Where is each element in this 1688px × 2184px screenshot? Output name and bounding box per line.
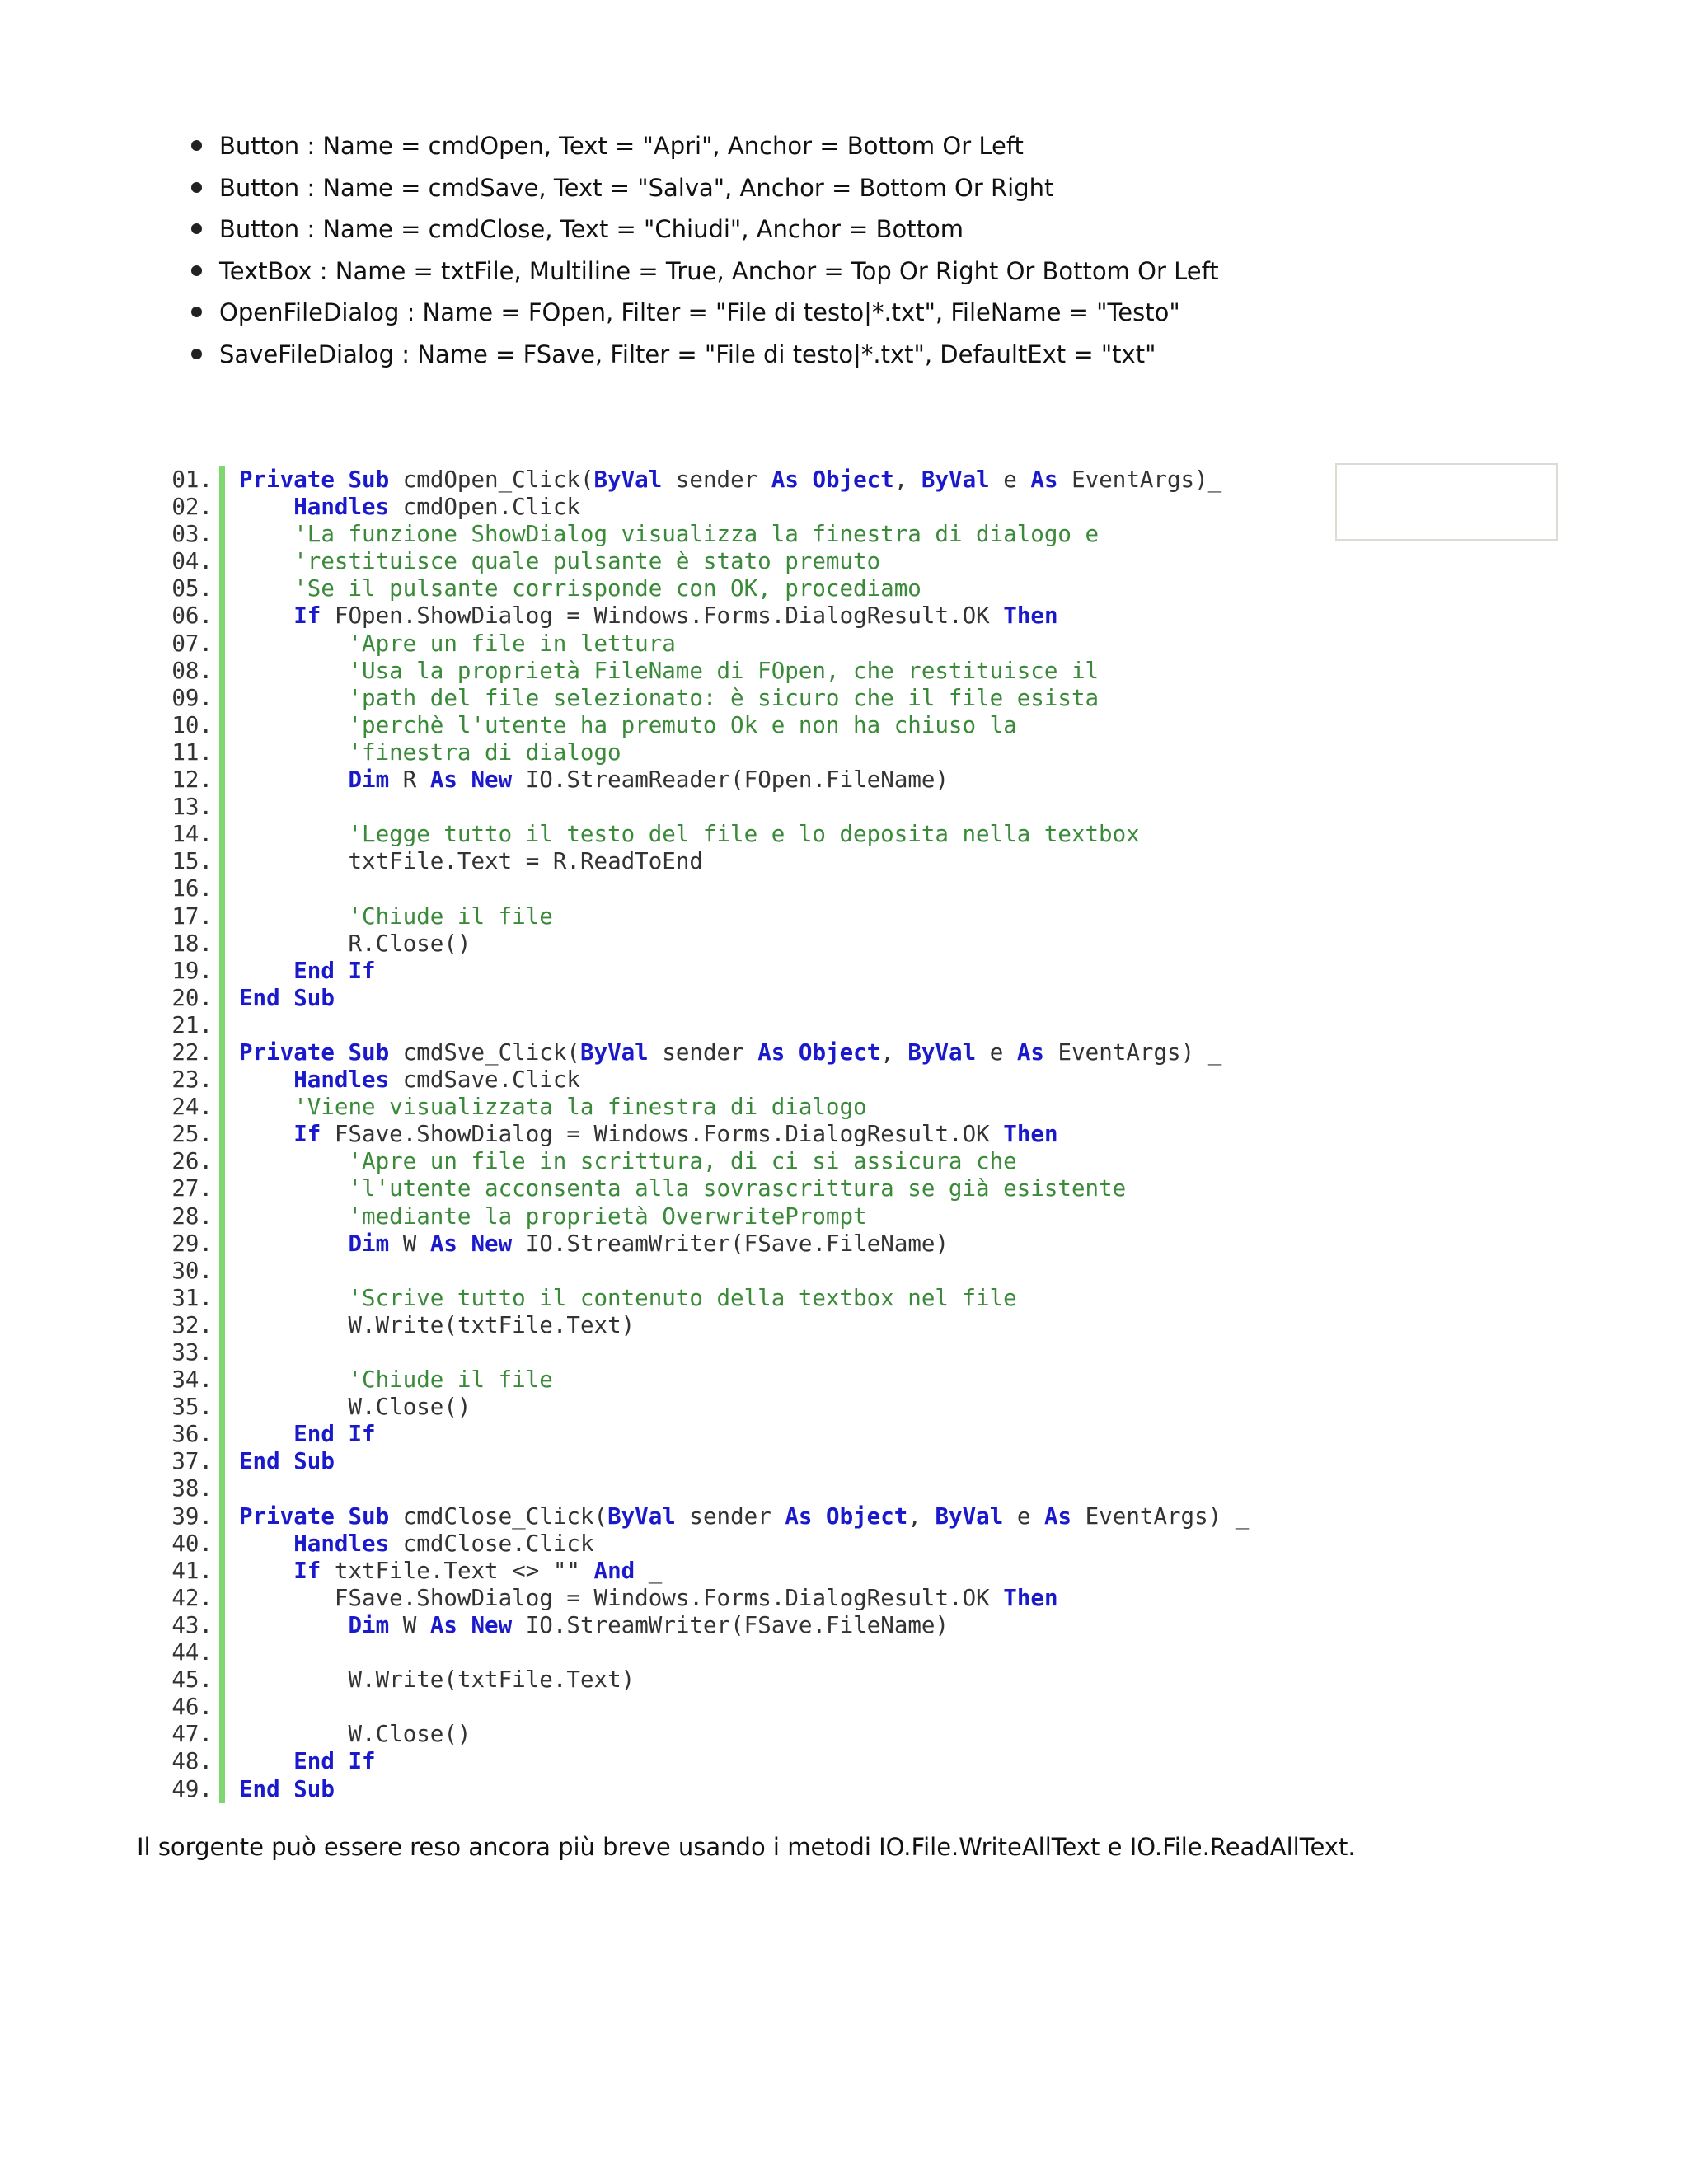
gutter-bar — [219, 1312, 225, 1339]
gutter-bar — [219, 630, 225, 658]
line-number: 26. — [171, 1148, 213, 1175]
gutter-bar — [219, 930, 225, 958]
line-number: 31. — [171, 1284, 213, 1311]
gutter-bar — [219, 739, 225, 766]
code-text: 'Apre un file in lettura — [348, 630, 676, 657]
code-text: Dim W As New IO.StreamWriter(FSave.FileName) — [348, 1230, 950, 1257]
gutter-bar — [219, 1066, 225, 1094]
gutter-bar — [219, 712, 225, 739]
line-number: 09. — [171, 684, 213, 711]
line-number: 46. — [171, 1694, 213, 1721]
control-list-item — [191, 293, 1219, 335]
line-number: 48. — [171, 1748, 213, 1775]
bullet-icon — [191, 182, 202, 193]
code-text: W.Write(txtFile.Text) — [348, 1311, 635, 1338]
gutter-bar — [219, 1776, 225, 1803]
code-text: If FOpen.ShowDialog = Windows.Forms.DialogResult.OK Then — [293, 602, 1058, 630]
gutter-bar — [219, 1039, 225, 1066]
gutter-bar — [219, 848, 225, 875]
line-number: 30. — [171, 1257, 213, 1284]
code-text: Dim W As New IO.StreamWriter(FSave.FileName) — [348, 1611, 950, 1638]
gutter-bar — [219, 602, 225, 630]
gutter-bar — [219, 1666, 225, 1694]
line-number: 16. — [171, 875, 213, 902]
gutter-bar — [219, 658, 225, 685]
empty-frame — [1335, 463, 1558, 541]
line-number: 04. — [171, 548, 213, 575]
line-number: 23. — [171, 1066, 213, 1094]
code-text: 'path del file selezionato: è sicuro che il file esista — [348, 684, 1100, 711]
line-number: 25. — [171, 1121, 213, 1148]
control-description: SaveFileDialog : Name = FSave, Filter = "File di testo|*.txt", DefaultExt = "txt" — [219, 340, 1156, 368]
line-number: 21. — [171, 1011, 213, 1038]
code-text: End If — [293, 1421, 376, 1448]
code-text: R.Close() — [348, 930, 471, 957]
gutter-bar — [219, 1175, 225, 1202]
code-text: 'mediante la proprietà OverwritePrompt — [348, 1202, 867, 1230]
gutter-bar — [219, 521, 225, 548]
line-number: 29. — [171, 1230, 213, 1257]
gutter-bar — [219, 1748, 225, 1775]
gutter-bar — [219, 1285, 225, 1312]
control-list-item — [191, 252, 1219, 294]
gutter-bar — [219, 1121, 225, 1148]
code-text: 'La funzione ShowDialog visualizza la finestra di dialogo e — [293, 521, 1100, 548]
gutter-bar — [219, 466, 225, 494]
line-number: 17. — [171, 902, 213, 930]
gutter-bar — [219, 1721, 225, 1748]
line-number: 13. — [171, 794, 213, 821]
gutter-bar — [219, 1448, 225, 1475]
line-number: 40. — [171, 1530, 213, 1557]
line-number: 02. — [171, 494, 213, 521]
control-description: OpenFileDialog : Name = FOpen, Filter = "File di testo|*.txt", FileName = "Testo" — [219, 298, 1180, 326]
line-number: 18. — [171, 930, 213, 957]
gutter-bar — [219, 1012, 225, 1039]
code-text: 'finestra di dialogo — [348, 738, 621, 766]
gutter-bar — [219, 1258, 225, 1285]
gutter-bar — [219, 1148, 225, 1175]
code-text: 'restituisce quale pulsante è stato premuto — [293, 548, 881, 575]
line-number: 28. — [171, 1202, 213, 1230]
line-number: 39. — [171, 1502, 213, 1530]
control-description: Button : Name = cmdOpen, Text = "Apri", Anchor = Bottom Or Left — [219, 132, 1024, 160]
control-list — [191, 127, 1219, 377]
bullet-icon — [191, 223, 202, 234]
gutter-bar — [219, 985, 225, 1012]
line-number: 36. — [171, 1421, 213, 1448]
gutter-bar — [219, 958, 225, 985]
gutter-bar — [219, 1612, 225, 1639]
code-text: Handles cmdSave.Click — [293, 1066, 580, 1094]
line-number: 03. — [171, 521, 213, 548]
gutter-bar — [219, 1366, 225, 1394]
gutter-bar — [219, 685, 225, 712]
code-text: If FSave.ShowDialog = Windows.Forms.DialogResult.OK Then — [293, 1121, 1058, 1148]
line-number: 33. — [171, 1339, 213, 1366]
code-text: End Sub — [239, 1448, 335, 1475]
control-list-item — [191, 127, 1219, 169]
code-text: Private Sub cmdSve_Click(ByVal sender As Object, ByVal e As EventArgs) _ — [239, 1038, 1222, 1066]
gutter-bar — [219, 1558, 225, 1585]
line-number: 07. — [171, 630, 213, 657]
line-number: 01. — [171, 466, 213, 493]
line-number: 32. — [171, 1311, 213, 1338]
footer-paragraph: Il sorgente può essere reso ancora più breve usando i metodi IO.File.WriteAllText e IO.File.ReadAllText. — [137, 1833, 1356, 1861]
code-text: If txtFile.Text <> "" And _ — [293, 1557, 663, 1584]
code-text: Dim R As New IO.StreamReader(FOpen.FileName) — [348, 766, 950, 794]
line-number: 47. — [171, 1721, 213, 1748]
gutter-bar — [219, 794, 225, 821]
line-number: 11. — [171, 738, 213, 766]
code-text: Handles cmdOpen.Click — [293, 494, 580, 521]
line-number: 20. — [171, 984, 213, 1011]
code-text: End If — [293, 1748, 376, 1775]
control-list-item — [191, 335, 1219, 377]
control-list-item — [191, 210, 1219, 252]
gutter-bar — [219, 821, 225, 848]
line-number: 35. — [171, 1394, 213, 1421]
gutter-bar — [219, 1394, 225, 1421]
bullet-icon — [191, 140, 202, 151]
line-number: 49. — [171, 1775, 213, 1802]
bullet-icon — [191, 349, 202, 359]
line-number: 12. — [171, 766, 213, 794]
code-text: 'Legge tutto il testo del file e lo deposita nella textbox — [348, 821, 1140, 848]
line-number: 08. — [171, 657, 213, 684]
code-text: 'perchè l'utente ha premuto Ok e non ha chiuso la — [348, 711, 1017, 738]
code-text: End Sub — [239, 984, 335, 1011]
line-number: 41. — [171, 1557, 213, 1584]
gutter-bar — [219, 903, 225, 930]
line-number: 19. — [171, 957, 213, 984]
line-number: 06. — [171, 602, 213, 630]
gutter-bar — [219, 1475, 225, 1502]
code-text: Handles cmdClose.Click — [293, 1530, 594, 1557]
code-text: 'l'utente acconsenta alla sovrascrittura se già esistente — [348, 1175, 1127, 1202]
line-number: 43. — [171, 1611, 213, 1638]
code-text: 'Chiude il file — [348, 1366, 553, 1394]
gutter-bar — [219, 875, 225, 902]
code-text: W.Close() — [348, 1394, 471, 1421]
line-number: 45. — [171, 1666, 213, 1694]
gutter-bar — [219, 1421, 225, 1448]
code-text: 'Viene visualizzata la finestra di dialogo — [293, 1094, 867, 1121]
code-text: W.Close() — [348, 1721, 471, 1748]
code-text: txtFile.Text = R.ReadToEnd — [348, 848, 703, 875]
gutter-bar — [219, 766, 225, 794]
code-text: 'Usa la proprietà FileName di FOpen, che restituisce il — [348, 657, 1100, 684]
code-text: 'Se il pulsante corrisponde con OK, procediamo — [293, 575, 921, 602]
code-text: 'Apre un file in scrittura, di ci si assicura che — [348, 1148, 1017, 1175]
code-text: W.Write(txtFile.Text) — [348, 1666, 635, 1694]
gutter-bar — [219, 1639, 225, 1666]
line-number: 37. — [171, 1448, 213, 1475]
gutter-bar — [219, 1530, 225, 1558]
bullet-icon — [191, 307, 202, 317]
line-number: 42. — [171, 1584, 213, 1611]
gutter-bar — [219, 1694, 225, 1721]
control-list-item — [191, 169, 1219, 211]
line-number: 38. — [171, 1475, 213, 1502]
gutter-bar — [219, 548, 225, 575]
code-text: End Sub — [239, 1775, 335, 1802]
line-number: 10. — [171, 711, 213, 738]
bullet-icon — [191, 265, 202, 276]
gutter-bar — [219, 494, 225, 521]
code-text: Private Sub cmdClose_Click(ByVal sender As Object, ByVal e As EventArgs) _ — [239, 1502, 1250, 1530]
gutter-bar — [219, 1339, 225, 1366]
line-number: 27. — [171, 1175, 213, 1202]
line-number: 14. — [171, 821, 213, 848]
code-text: 'Chiude il file — [348, 902, 553, 930]
gutter-bar — [219, 575, 225, 602]
gutter-bar — [219, 1230, 225, 1258]
control-description: Button : Name = cmdSave, Text = "Salva", Anchor = Bottom Or Right — [219, 173, 1054, 202]
line-number: 34. — [171, 1366, 213, 1394]
line-number: 22. — [171, 1038, 213, 1066]
line-number: 44. — [171, 1639, 213, 1666]
control-description: TextBox : Name = txtFile, Multiline = True, Anchor = Top Or Right Or Bottom Or Left — [219, 256, 1219, 285]
code-text: Private Sub cmdOpen_Click(ByVal sender As Object, ByVal e As EventArgs)_ — [239, 466, 1222, 493]
gutter-bar — [219, 1203, 225, 1230]
line-number: 05. — [171, 575, 213, 602]
code-text: End If — [293, 957, 376, 984]
code-text: 'Scrive tutto il contenuto della textbox nel file — [348, 1284, 1017, 1311]
gutter-bar — [219, 1585, 225, 1612]
control-description: Button : Name = cmdClose, Text = "Chiudi", Anchor = Bottom — [219, 215, 964, 243]
code-text: FSave.ShowDialog = Windows.Forms.DialogResult.OK Then — [334, 1584, 1058, 1611]
gutter-bar — [219, 1503, 225, 1530]
line-number: 15. — [171, 848, 213, 875]
line-number: 24. — [171, 1094, 213, 1121]
gutter-bar — [219, 1094, 225, 1121]
